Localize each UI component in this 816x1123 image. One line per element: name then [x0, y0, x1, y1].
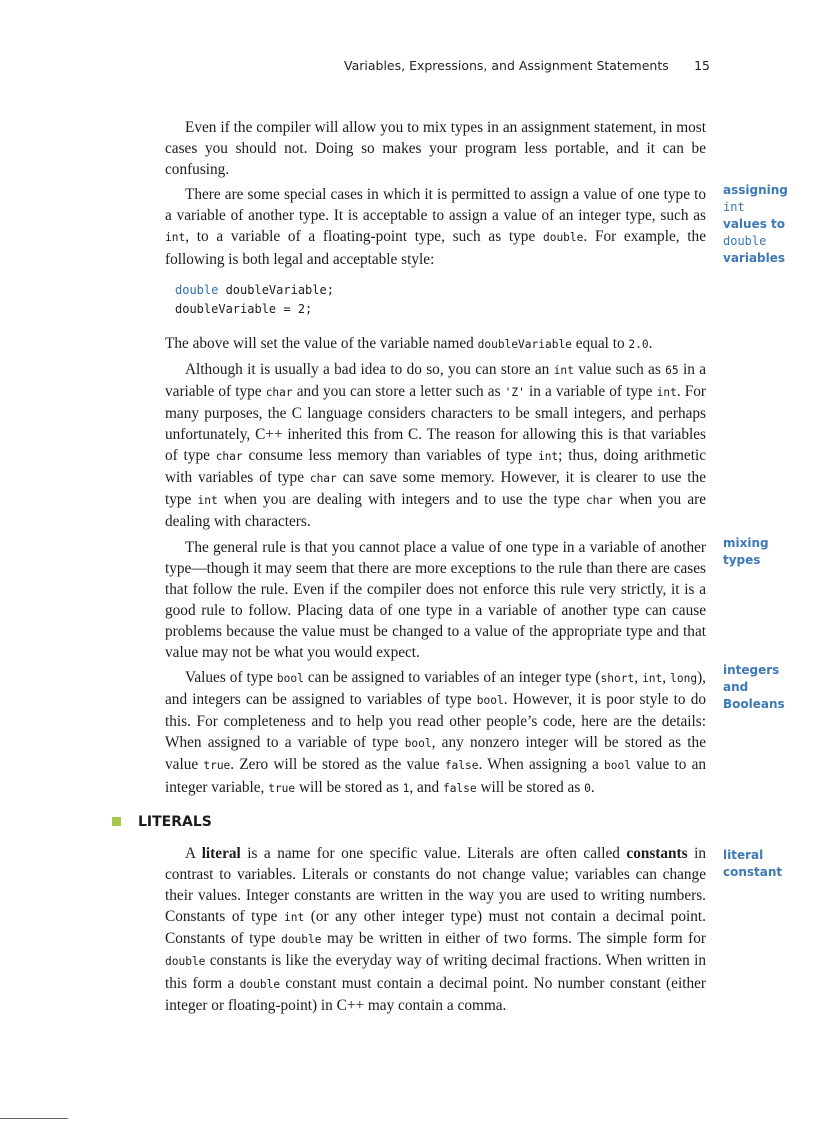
margin-note-assigning: assigning int values to double variables [723, 183, 788, 265]
body-text-literals [165, 843, 706, 1016]
margin-note-literal-constant: literal constant [723, 848, 783, 879]
running-title: Variables, Expressions, and Assignment Statements [344, 58, 669, 73]
section-square-icon [112, 817, 121, 826]
margin-note-integers-booleans: integers and Booleans [723, 663, 785, 711]
paragraph-general-rule: The general rule is that you cannot place a value of one type in a variable of another type—though it may seem that there are more exceptions to the rule than there are cases that follow the rule. Even if the compiler does not enforce this rule very strictly, it is a good rule to follow. Placing data of one type in a variable of another type can cause problems because the value must be changed to a value of the appropriate type and that value may not be what you would expect. [165, 538, 706, 661]
paragraph-char-int: Although it is usually a bad idea to do so, you can store an int value such as 65 in a variable of type char and you can store a letter such as 'Z' in a variable of type int. For many purposes, the C language considers characters to be small integers, and perhaps unfortunately, C++ inherited this from C. The reason for allowing this is that variables of type char consume less memory than variables of type int; thus, doing arithmetic with variables of type char can save some memory. However, it is clearer to use the type int when you are dealing with integers and to use the type char when you are dealing with characters. [165, 360, 707, 531]
margin-note-mixing-types: mixing types [723, 536, 769, 567]
section-title: LITERALS [138, 814, 212, 830]
paragraph-literal-definition: A literal is a name for one specific value. Literals are often called constants in contrast to variables. Literals or constants do not change value; variables can change their values. Integer constants are written in the way you are used to writing numbers. Constants of type int (or any other integer type) must not contain a decimal point. Constants of type double may be written in either of two forms. The simple form for double constants is like the everyday way of writing decimal fractions. When written in this form a double constant must contain a decimal point. No number constant (either integer or floating-point) in C++ may contain a comma. [165, 845, 706, 1014]
code-line-2: doubleVariable = 2; [175, 301, 313, 316]
paragraph-mixing-types: Even if the compiler will allow you to mix types in an assignment statement, in most cases you should not. Doing so makes your program less portable, and it can be confusing. [165, 119, 706, 179]
footer-rule [0, 1118, 68, 1119]
body-text-top [165, 117, 706, 803]
paragraph-special-cases: There are some special cases in which it is permitted to assign a value of one type to a variable of another type. It is acceptable to assign a value of an integer type, such as int, to a variable of a floating-point type, such as type double. For example, the following is both legal and acceptable style: [165, 186, 706, 268]
page-number: 15 [694, 58, 710, 73]
code-line-1: double doubleVariable; [175, 282, 334, 297]
paragraph-bool: Values of type bool can be assigned to variables of an integer type (short, int, long), and integers can be assigned to variables of type bool. However, it is poor style to do this. For completeness and to help you read other people’s code, here are the details: When assigned to a variable of type bool, any nonzero integer will be stored as the value true. Zero will be stored as the value false. When assigning a bool value to an integer variable, true will be stored as 1, and false will be stored as 0. [165, 669, 707, 796]
paragraph-result: The above will set the value of the variable named doubleVariable equal to 2.0. [165, 334, 653, 352]
code-example [175, 281, 706, 319]
